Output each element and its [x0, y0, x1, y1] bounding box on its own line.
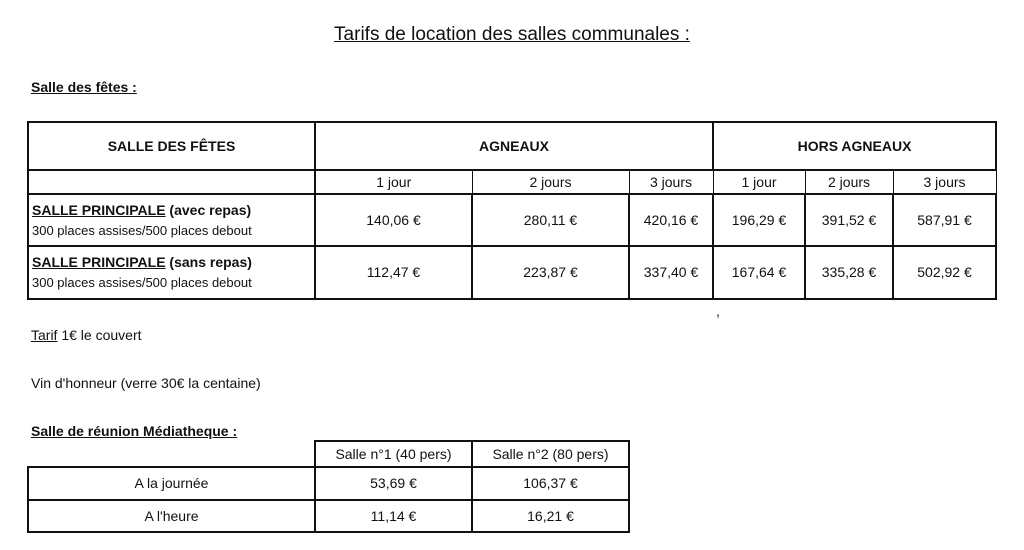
table-row — [28, 194, 996, 246]
price-cell: 502,92 € — [893, 246, 996, 299]
row-label: A la journée — [28, 467, 315, 500]
price-cell: 337,40 € — [629, 246, 713, 299]
duration-header: 3 jours — [629, 170, 713, 194]
row-label — [28, 246, 315, 299]
room-name: SALLE PRINCIPALE — [32, 254, 166, 271]
room-capacity: 300 places assises/500 places debout — [32, 275, 252, 291]
duration-header: 2 jours — [472, 170, 629, 194]
price-cell: 53,69 € — [315, 467, 472, 500]
section-heading-salle-des-fetes: Salle des fêtes : — [31, 79, 137, 95]
room-qualifier: (sans repas) — [165, 254, 252, 271]
page-title: Tarifs de location des salles communales : — [334, 24, 690, 45]
vin-honneur-note: Vin d'honneur (verre 30€ la centaine) — [31, 375, 261, 391]
tarif-word: Tarif — [31, 327, 58, 343]
header-blank — [28, 441, 315, 467]
duration-header: 1 jour — [315, 170, 472, 194]
price-cell: 11,14 € — [315, 500, 472, 532]
tarif-detail: 1€ le couvert — [57, 327, 142, 343]
room-qualifier: (avec repas) — [165, 201, 252, 218]
price-cell: 420,16 € — [629, 194, 713, 246]
price-cell: 196,29 € — [713, 194, 805, 246]
group-header-agneaux: AGNEAUX — [315, 122, 713, 170]
price-cell: 335,28 € — [805, 246, 893, 299]
corner-header: SALLE DES FÊTES — [28, 122, 315, 170]
duration-header: 3 jours — [893, 170, 996, 194]
room-capacity: 300 places assises/500 places debout — [32, 222, 252, 238]
price-cell: 223,87 € — [472, 246, 629, 299]
price-cell: 16,21 € — [472, 500, 629, 532]
table-row — [28, 246, 996, 299]
price-cell: 140,06 € — [315, 194, 472, 246]
price-cell: 167,64 € — [713, 246, 805, 299]
price-cell: 280,11 € — [472, 194, 629, 246]
column-header: Salle n°1 (40 pers) — [315, 441, 472, 467]
stray-comma: , — [716, 303, 720, 319]
price-cell: 112,47 € — [315, 246, 472, 299]
duration-header: 2 jours — [805, 170, 893, 194]
tarif-note — [31, 327, 142, 343]
duration-header: 1 jour — [713, 170, 805, 194]
salle-des-fetes-table — [27, 121, 997, 300]
row-label — [28, 194, 315, 246]
mediatheque-table — [27, 440, 630, 533]
price-cell: 391,52 € — [805, 194, 893, 246]
table-row — [28, 467, 629, 500]
table-row — [28, 500, 629, 532]
duration-header-blank — [28, 170, 315, 194]
room-name: SALLE PRINCIPALE — [32, 201, 166, 218]
price-cell: 587,91 € — [893, 194, 996, 246]
group-header-hors-agneaux: HORS AGNEAUX — [713, 122, 996, 170]
column-header: Salle n°2 (80 pers) — [472, 441, 629, 467]
price-cell: 106,37 € — [472, 467, 629, 500]
row-label: A l'heure — [28, 500, 315, 532]
section-heading-mediatheque: Salle de réunion Médiatheque : — [31, 423, 238, 439]
